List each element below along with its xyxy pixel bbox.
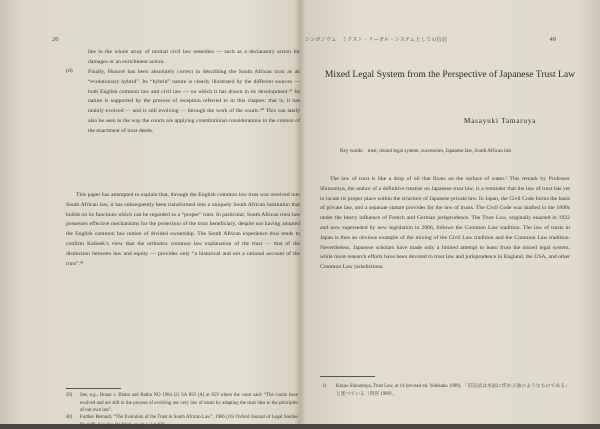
right-footnote-1: [322, 383, 570, 398]
footnote-number: 1): [322, 384, 326, 389]
list-item-d-label: (d): [66, 68, 73, 74]
right-main-paragraph: The law of trust is like a drop of oil that floats on the surface of water.¹ This remark by Professor Shinomiya, the author of a definitive treatise on Japanese trust law, is a reminder that the law of trust has yet to locate its proper place within the structure of Japanese private law. In Japan, the Civil Code forms the basis of private law, and a separate statute provides for the law of trusts. The Civil Code was drafted in the 1890s under the heavy influence of French and German jurisprudence. The Trust Law, originally enacted in 1922 and now superseded by new legislation in 2006, follows the Common Law tradition. The law of trusts in Japan is thus an obvious example of the mixing of the Civil Law tradition and the Common Law tradition. Nevertheless, Japanese scholars have made only a limited attempt to learn from the mixed legal system, while more research efforts have been devoted to trust law and jurisprudence in England, the USA, and other Common Law jurisdictions.: [320, 176, 570, 271]
article-title: Mixed Legal System from the Perspective of Japanese Trust Law: [324, 69, 576, 80]
right-running-head: シンポジウム ミクスト・リーガル・システムとしての信託: [305, 37, 448, 43]
left-page-number: 26: [52, 36, 59, 43]
list-item-a-continued: lies in the whole array of normal civil law remedies — such as a declaratory action for damages or an enrichment action.: [88, 49, 300, 65]
right-page-number: 49: [549, 36, 556, 43]
keywords-line: [340, 147, 568, 156]
keywords-label: Key words:: [340, 148, 364, 154]
left-footnote-39: [66, 392, 298, 415]
footnote-number: 40): [66, 415, 73, 420]
footnote-text: Kazuo Shinomiya, Trust Law, at 14 (revised ed. Yuhikaku 1989). 「信託法は水面に浮かぶ油のようなものである」と述べている（四宮 1989）。: [336, 384, 570, 397]
left-main-paragraph: This paper has attempted to explain that, through the English common law trust was received into South African law, it has subsequently been transformed into a uniquely South African institution that builds on its functions which can be regarded as a “proper” trust. In particular, South African trust law possesses effective mechanisms for the protection of the trust beneficiary, despite not having adopted the English common law notion of divided ownership. The South African experience thus tends to confirm Kalinek’s view that the orthodox common law explanation of the trust — that of the distinction between law and equity — provides only “a historical and not a rational account of the trust”.⁴¹: [66, 192, 300, 267]
left-footnote-rule: [66, 388, 121, 389]
right-footnote-rule: [320, 376, 375, 377]
list-item-d: Finally, Honoré has been absolutely correct in describing the South African trust as an “evolutionary hybrid”. Its “hybrid” nature is clearly illustrated by the different sources — both English common law and civil law — on which it has drawn in its development.³⁹ Its nature is supported by the process of reception referred to in this chapter; that is, it has mainly evolved — and is still evolving — through the work of the courts.⁴⁰ This can lately also be seen in the way the courts are applying constitutional considerations in the context of the enactment of trust deeds.: [88, 69, 300, 134]
footnote-text: See, e.g., Braun v. Blann and Botha NO 1984 (2) SA 850 (A) at 859 where the court said: “The courts have evolved and are still in the process of evolving our very law of trusts by adapting the trust idea to the principles of our own law”.: [80, 393, 298, 414]
left-footnote-40: [66, 414, 298, 429]
article-author: Masayuki Tamaruya: [464, 117, 537, 125]
footnote-number: 39): [66, 393, 73, 398]
footnote-text: Further Bernard, “The Evolution of the Trust in South African Law”, 1986 (16) Oxford Journal of Legal Studies 91 at 99. See also De Waal, op cit n 3 at 976.: [80, 415, 298, 428]
keywords-list: trust, mixed legal system, succession, Japanese law, South African law: [367, 148, 512, 154]
left-page: [0, 0, 300, 428]
